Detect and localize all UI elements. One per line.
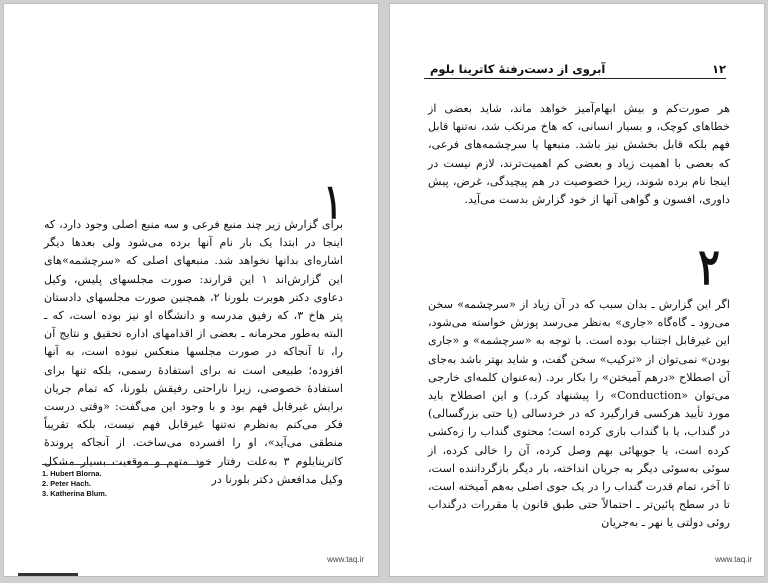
right-paragraph: اگر این گزارش ـ بدان سبب که در آن زیاد از «سرچشمه» سخن می‌رود ـ گاه‌گاه «جاری» به‌نظر می‌رسد پوزش خواسته می‌شود، این غیرقابل اجتناب بوده است. با توجه به «سرچشمه» و «جاری بودن» نمی‌توان از «ترکیب» سخن گفت، و شاید بهتر باشد به‌جای آن اصطلاح «درهم آمیختن» را بکار برد. (به‌عنوان کلمه‌ای خارجی می‌توان «Conduction» را پیشنهاد کرد.) و این اصطلاح باید مورد تأیید هرکسی قرارگیرد که در خردسالی (یا حتی بزرگسالی) در گنداب، یا با گنداب بازی کرده است؛ محتوی گنداب را زه‌کشی کرده است، یا جویهائی بهم وصل کرده، آن را خالی کرده، از سوئی به‌سوئی دیگر به جریان انداخته، بار دیگر بازگرداننده است، تا آخر، تمام قدرت گنداب را در یک جوی اصلی به‌هم آمیخته است، تا در سطح پائین‌تر ـ احتمالاً حتی طبق قانون یا مقررات درگنداب روئی دولتی یا نهر ـ به‌جریان: [427, 298, 730, 530]
right-top-paragraph: هر صورت‌کم و بیش ابهام‌آمیز خواهد ماند، شاید بعضی از خطاهای کوچک، و بسیار انسانی، که هاخ مرتکب شد، نه‌تنها قابل فهم بلکه قابل بخشش نیز باشد. منبعها یا سرچشمه‌های فرعی، که بعضی با اهمیت زیاد و بعضی کم اهمیت‌ترند، لازم نیست در اینجا نام برده شوند، زیرا خصوصیت در هم پیچیدگی، غرض، پیش داوری، افسون و گواهی آنها از خود گزارش بدست می‌آید.: [428, 102, 730, 207]
footnote-2: 2. Peter Hach.: [42, 479, 91, 488]
left-paragraph: برای گزارش زیر چند منبع فرعی و سه منبع اصلی وجود دارد، که اینجا در ابتدا یک بار نام آنها برده می‌شود ولی بعدها دیگر اشاره‌ای بدانها نخواهد شد. منبعهای اصلی که «سرچشمه»های این گزارش‌اند ۱ این قرارند: صورت مجلسهای پلیس، وکیل دعاوی دکتر هوبرت بلورنا ۲، همچنین صورت مجلسهای دادستان پتر هاخ ۳، که رفیق مدرسه و دانشگاه او نیز بوده است، که ـ البته به‌طور محرمانه ـ بعضی از اقدامهای اداره تحقیق و نتایج آن را، تا آنجاکه در صورت مجلسها منعکس نبوده است، به آنها افزوده؛ طبیعی است نه برای استفادهٔ رسمی، بلکه تنها برای استفادهٔ خصوصی، زیرا ناراحتی رفیقش بلورنا، که تمام جریان برایش غیرقابل فهم بود و با وجود این می‌گفت: «وقتی درست فکر می‌کنم به‌نظرم نه‌تنها غیرقابل فهم نیست، بلکه تقریباً منطقی می‌آید»، او را افسرده می‌ساخت. از آنجاکه پروندهٔ کاترینابلوم ۳ به‌علت رفتار خود متهم و موقعیت بسیار مشکل وکیل مدافعش دکتر بلورنا در: [44, 218, 344, 486]
footnote-divider: [42, 464, 210, 465]
footnotes: [42, 469, 107, 499]
page-number: ۱۲: [711, 62, 726, 76]
book-title: آبروی از دست‌رفتهٔ کاترینا بلوم: [430, 62, 606, 76]
site-watermark-left: www.taq.ir: [327, 555, 364, 564]
running-header: [424, 62, 726, 79]
scan-mark-left: [18, 573, 78, 576]
left-body-text: [44, 216, 343, 489]
right-page: [390, 4, 764, 576]
chapter-number-one: ۱: [323, 174, 342, 230]
chapter-number-two: ۲: [698, 237, 720, 296]
left-page: [4, 4, 378, 576]
footnote-3: 3. Katherina Blum.: [42, 489, 107, 498]
site-watermark-right: www.taq.ir: [715, 555, 752, 564]
footnote-1: 1. Hubert Blorna.: [42, 469, 102, 478]
right-top-body-text: [428, 100, 730, 209]
right-body-text: [428, 296, 730, 533]
